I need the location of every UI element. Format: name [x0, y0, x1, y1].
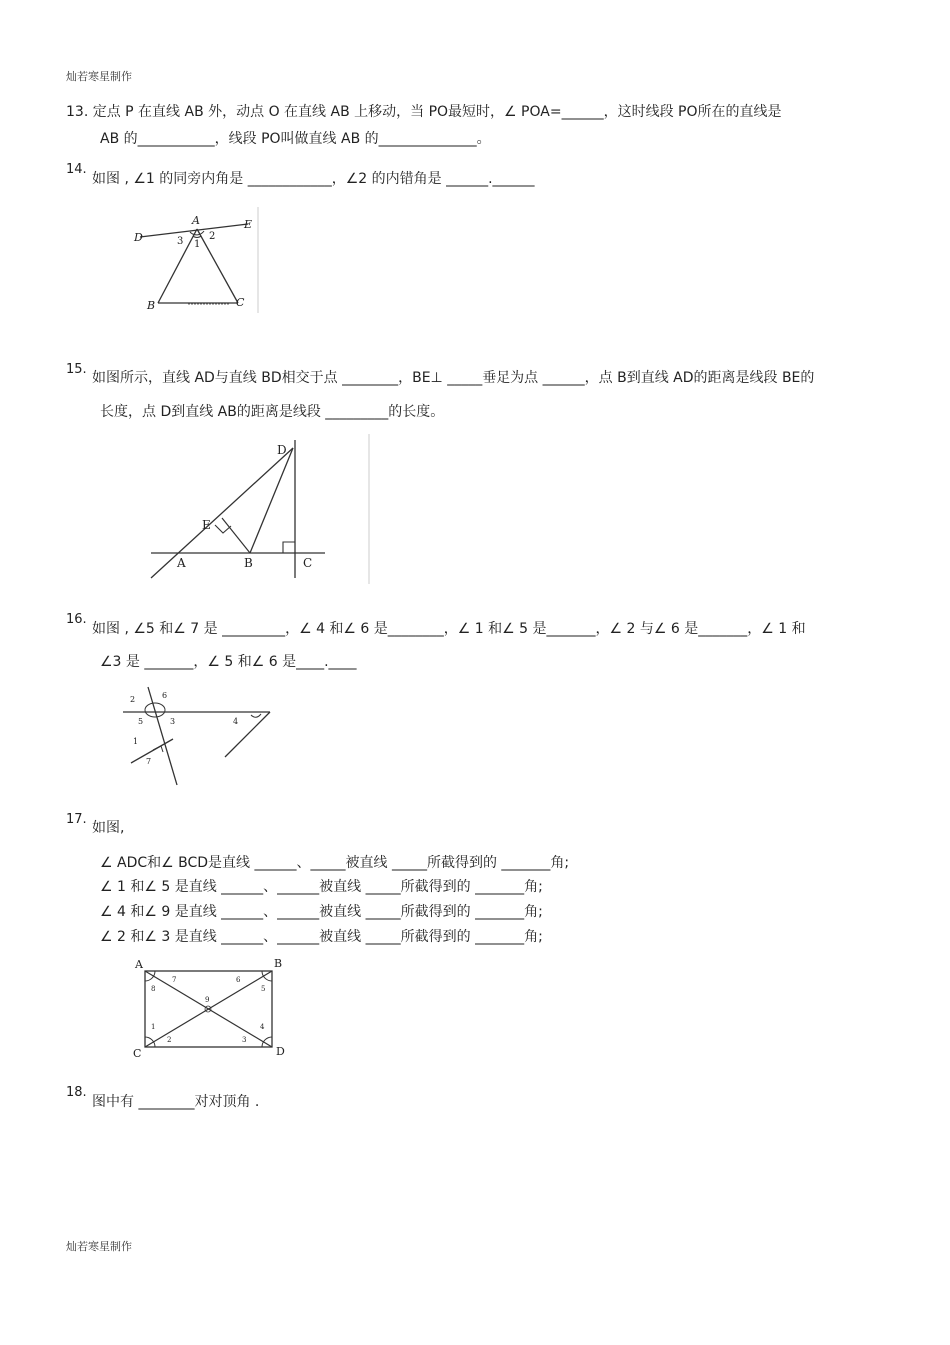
q16-line1: 如图 , ∠5 和∠ 7 是 _________，∠ 4 和∠ 6 是________，∠ 1 和∠ 5 是_______，∠ 2 与∠ 6 是_______，∠ 1 和: [92, 621, 806, 637]
q17-label-2: 2: [167, 1036, 172, 1044]
q16-label-3: 3: [170, 717, 176, 726]
q14-label-1: 1: [194, 239, 201, 250]
q15-number: 15.: [66, 362, 87, 377]
q16-label-6: 6: [162, 691, 168, 700]
q15-label-c: C: [303, 556, 313, 570]
q13-line2: AB 的___________，线段 PO叫做直线 AB 的______________。: [100, 131, 491, 147]
q14-label-3: 3: [177, 236, 184, 247]
q14-label-e: E: [244, 218, 253, 231]
q17-label-b: B: [274, 957, 283, 970]
q17-row-4: ∠ 2 和∠ 3 是直线 ______、______被直线 _____所截得到的 _______角;: [100, 929, 543, 945]
q14-number: 14.: [66, 162, 87, 177]
q17-row-2: ∠ 1 和∠ 5 是直线 ______、______被直线 _____所截得到的 _______角;: [100, 879, 543, 895]
q14-label-c: C: [236, 296, 245, 309]
q17-label-3: 3: [242, 1036, 247, 1044]
q17-label-5: 5: [261, 985, 266, 993]
q15-label-d: D: [277, 443, 287, 457]
q14-label-b: B: [147, 299, 156, 312]
q15-label-a: A: [177, 556, 186, 570]
q15-label-b: B: [244, 556, 253, 570]
q14-figure: [130, 205, 270, 317]
q16-label-4: 4: [233, 717, 239, 726]
q17-figure: [130, 954, 292, 1062]
q16-number: 16.: [66, 612, 87, 627]
q17-row-3: ∠ 4 和∠ 9 是直线 ______、______被直线 _____所截得到的 _______角;: [100, 904, 543, 920]
q15-line2: 长度，点 D到直线 AB的距离是线段 _________的长度。: [100, 404, 445, 420]
q14-label-a: A: [192, 214, 200, 227]
q17-label-4: 4: [260, 1023, 265, 1031]
q17-label-9: 9: [205, 996, 210, 1004]
q16-figure: [115, 685, 275, 790]
q15-line1: 如图所示，直线 AD与直线 BD相交于点 ________，BE⊥ _____垂足为点 ______，点 B到直线 AD的距离是线段 BE的: [92, 370, 815, 386]
q17-label-1: 1: [151, 1023, 156, 1031]
q14-line1: 如图 , ∠1 的同旁内角是 ____________，∠2 的内错角是 ______.______: [92, 171, 535, 187]
q18-number: 18.: [66, 1085, 87, 1100]
q17-label-c: C: [133, 1047, 142, 1060]
q15-label-e: E: [202, 518, 211, 532]
q16-line2: ∠3 是 _______，∠ 5 和∠ 6 是____.____: [100, 654, 357, 670]
q13-line1: 13. 定点 P 在直线 AB 外，动点 O 在直线 AB 上移动，当 PO最短时，∠ POA=______，这时线段 PO所在的直线是: [66, 104, 782, 120]
q17-label-8: 8: [151, 985, 156, 993]
q16-label-7: 7: [146, 757, 152, 766]
q16-label-5: 5: [138, 717, 144, 726]
page-footer: 灿若寒星制作: [66, 1240, 132, 1253]
q15-figure: [145, 430, 375, 588]
q18-line1: 图中有 ________对对顶角 .: [92, 1094, 260, 1110]
q17-number: 17.: [66, 812, 87, 827]
q17-label-d: D: [276, 1045, 285, 1058]
q16-label-1: 1: [133, 737, 139, 746]
q17-label-7: 7: [172, 976, 177, 984]
q14-label-2: 2: [209, 231, 216, 242]
q17-intro: 如图,: [92, 820, 125, 836]
q17-label-a: A: [135, 958, 143, 971]
q17-label-6: 6: [236, 976, 241, 984]
q17-row-1: ∠ ADC和∠ BCD是直线 ______、_____被直线 _____所截得到的 _______角;: [100, 855, 570, 871]
q14-label-d: D: [134, 231, 143, 244]
page-header: 灿若寒星制作: [66, 70, 132, 83]
q16-label-2: 2: [130, 695, 136, 704]
